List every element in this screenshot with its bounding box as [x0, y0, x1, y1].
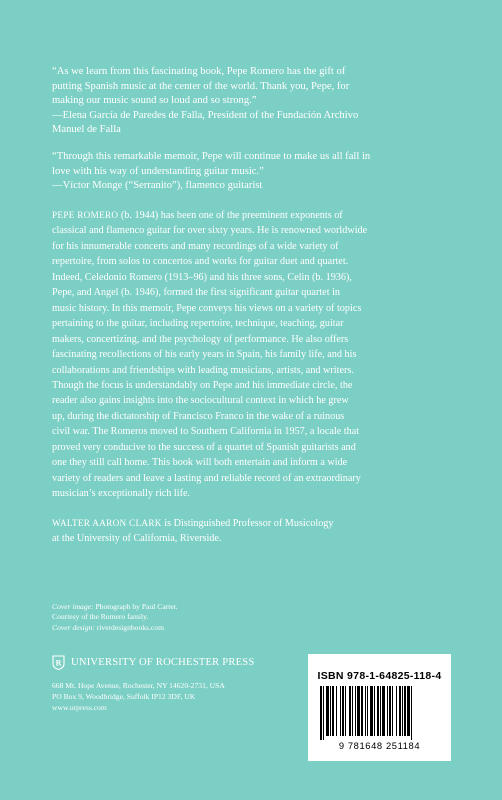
- barcode-bar: [377, 686, 379, 736]
- quote-line: putting Spanish music at the center of the world. Thank you, Pepe, for: [52, 80, 350, 92]
- description-line: one they still call home. This book will both entertain and inform a wide: [52, 457, 348, 469]
- barcode-bar: [355, 686, 356, 736]
- quote-attribution: —Elena García de Paredes de Falla, President of the Fundación Archivo: [52, 109, 359, 121]
- book-description: [52, 208, 472, 502]
- quote-attribution: Manuel de Falla: [52, 124, 121, 136]
- description-line: proved very conducive to the success of a quartet of Spanish guitarists and: [52, 441, 356, 453]
- description-line: pertaining to the guitar, including repertoire, technique, teaching, guitar: [52, 318, 344, 330]
- description-line: for his innumerable concerts and many recordings of a wide variety of: [52, 240, 339, 252]
- description-line: [52, 208, 472, 223]
- author-title: is Distinguished Professor of Musicology: [161, 518, 334, 529]
- cover-design-label: Cover design:: [52, 622, 95, 632]
- publisher-logo: [52, 655, 254, 670]
- barcode-bar: [320, 686, 322, 740]
- publisher-name: UNIVERSITY OF ROCHESTER PRESS: [71, 657, 255, 668]
- barcode-bar: [342, 686, 344, 736]
- barcode-bar: [349, 686, 351, 736]
- barcode-bar: [392, 686, 393, 736]
- subject-name: PEPE ROMERO: [52, 210, 119, 220]
- description-line: makers, concertizing, and the psychology of performance. He also offers: [52, 333, 349, 345]
- description-line: music history. In this memoir, Pepe conveys his views on a variety of topics: [52, 302, 362, 314]
- author-bio: [52, 516, 472, 546]
- description-line: Indeed, Celedonio Romero (1913–96) and his three sons, Celin (b. 1936),: [52, 271, 352, 283]
- barcode-bar: [382, 686, 385, 736]
- quote-attribution: —Víctor Monge (“Serranito”), flamenco guitarist: [52, 180, 263, 192]
- author-name: WALTER AARON CLARK: [52, 518, 162, 528]
- barcode-digits: 9 781648 251184: [338, 740, 421, 751]
- description-text: (b. 1944) has been one of the preeminent exponents of: [118, 210, 343, 221]
- cover-design-text: riverdesignbooks.com: [94, 622, 164, 632]
- cover-image-label: Cover image:: [52, 602, 94, 611]
- description-line: musician’s exceptionally rich life.: [52, 488, 191, 500]
- barcode-bar: [367, 686, 368, 736]
- barcode-bar: [374, 686, 375, 736]
- barcode-bar: [402, 686, 403, 736]
- barcode-bar: [389, 686, 391, 736]
- barcode-bar: [387, 686, 388, 736]
- endorsement-quote-1: [52, 65, 470, 138]
- quote-line: “Through this remarkable memoir, Pepe will continue to make us all fall in: [52, 151, 371, 162]
- description-line: civil war. The Romeros moved to Southern California in 1957, a locale that: [52, 426, 360, 438]
- barcode-bar: [380, 686, 381, 736]
- cover-credits: [52, 602, 178, 633]
- description-line: classical and flamenco guitar for over sixty years. He is renowned worldwide: [52, 225, 368, 237]
- barcode-bar: [345, 686, 346, 736]
- address-line: PO Box 9, Woodbridge, Suffolk IP12 3DF, UK: [52, 692, 196, 701]
- quote-line: love with his way of understanding guitar music.”: [52, 165, 264, 177]
- university-seal-icon: [52, 655, 65, 670]
- barcode-bars: [320, 686, 439, 740]
- barcode-bar: [330, 686, 331, 736]
- barcode-bar: [336, 686, 337, 736]
- author-affiliation: at the University of California, Riverside.: [52, 533, 222, 544]
- quote-line: “As we learn from this fascinating book, Pepe Romero has the gift of: [52, 66, 346, 77]
- barcode-bar: [323, 686, 324, 740]
- barcode-bar: [407, 686, 410, 736]
- description-line: up, during the dictatorship of Francisco Franco in the wake of a ruinous: [52, 410, 345, 422]
- endorsement-quote-2: [52, 150, 470, 194]
- barcode-bar: [357, 686, 360, 736]
- barcode-bar: [411, 686, 412, 740]
- cover-image-text: Photograph by Paul Carter.: [93, 602, 178, 611]
- barcode-bar: [404, 686, 406, 736]
- author-line: [52, 516, 472, 531]
- description-line: collaborations and friendships with leading musicians, artists, and writers.: [52, 364, 354, 376]
- cover-design-credit: [52, 623, 178, 633]
- barcode-bar: [332, 686, 334, 736]
- description-line: reader also gains insights into the sociocultural context in which he grew: [52, 395, 349, 407]
- barcode-bar: [361, 686, 363, 736]
- cover-image-credit: [52, 602, 178, 612]
- description-line: Though the focus is understandably on Pepe and his immediate circle, the: [52, 379, 353, 391]
- publisher-address: [52, 680, 225, 713]
- publisher-website: www.urpress.com: [52, 703, 107, 712]
- description-line: Pepe, and Angel (b. 1946), formed the first significant guitar quartet in: [52, 287, 341, 299]
- isbn-barcode: [308, 654, 451, 761]
- barcode-bar: [396, 686, 397, 736]
- isbn-number: ISBN 978-1-64825-118-4: [317, 670, 442, 682]
- barcode-bar: [326, 686, 329, 736]
- courtesy-credit: Courtesy of the Romero family.: [52, 612, 149, 622]
- barcode-bar: [399, 686, 401, 736]
- barcode-bar: [340, 686, 341, 736]
- description-line: fascinating recollections of his early years in Spain, his family life, and his: [52, 349, 357, 361]
- svg-text:R: R: [55, 658, 62, 668]
- description-line: repertoire, from solos to concertos and works for guitar duet and quartet.: [52, 256, 349, 268]
- barcode-bar: [365, 686, 366, 736]
- barcode-bar: [352, 686, 353, 736]
- quote-line: making our music sound so loud and so strong.”: [52, 95, 257, 107]
- address-line: 668 Mt. Hope Avenue, Rochester, NY 14620-2731, USA: [52, 681, 225, 690]
- description-line: variety of readers and leave a lasting and reliable record of an extraordinary: [52, 472, 361, 484]
- barcode-bar: [370, 686, 373, 736]
